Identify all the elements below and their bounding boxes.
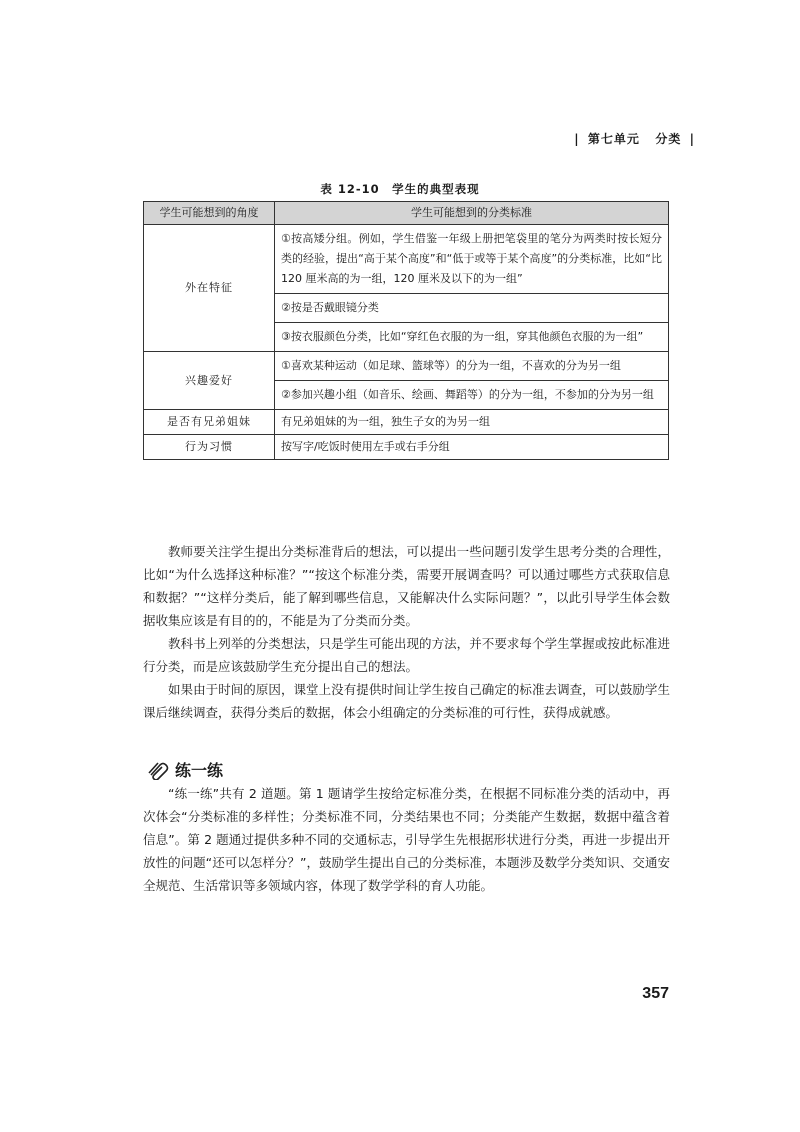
criteria-cell: 有兄弟姐妹的为一组，独生子女的为另一组 [275,410,669,435]
table-row [144,410,669,435]
table-row [144,225,669,294]
page-number: 357 [642,985,669,1002]
table-caption: 表 12-10 学生的典型表现 [320,182,480,196]
table-header-row [144,202,669,225]
body-paragraph: 教科书上列举的分类想法，只是学生可能出现的方法，并不要求每个学生掌握或按此标准进行分类，而是应该鼓励学生充分提出自己的想法。 [143,636,670,674]
column-header-criteria: 学生可能想到的分类标准 [275,202,669,225]
practice-title: 练一练 [175,761,224,780]
running-header [571,130,698,147]
column-header-angle: 学生可能想到的角度 [144,202,275,225]
practice-paragraph: “练一练”共有 2 道题。第 1 题请学生按给定标准分类，在根据不同标准分类的活动中，再次体会“分类标准的多样性；分类标准不同，分类结果也不同；分类能产生数据，数据中蕴含着信息”。第 2 题通过提供多种不同的交通标志，引导学生先根据形状进行分类，再进一步提出开放性的问题“还可以怎样分？”，鼓励学生提出自己的分类标准，本题涉及数学分类知识、交通安全规范、生活常识等多领域内容，体现了数学学科的育人功能。 [143,786,670,893]
body-paragraph: 如果由于时间的原因，课堂上没有提供时间让学生按自己确定的标准去调查，可以鼓励学生课后继续调查，获得分类后的数据，体会小组确定的分类标准的可行性，获得成就感。 [143,682,670,720]
student-performance-table [143,201,669,460]
angle-cell: 行为习惯 [144,435,275,460]
table-row [144,352,669,381]
criteria-cell: ③按衣服颜色分类，比如“穿红色衣服的为一组，穿其他颜色衣服的为一组” [275,323,669,352]
body-paragraph: 教师要关注学生提出分类标准背后的想法，可以提出一些问题引发学生思考分类的合理性，比如“为什么选择这种标准？”“按这个标准分类，需要开展调查吗？可以通过哪些方式获取信息和数据？”“这样分类后，能了解到哪些信息，又能解决什么实际问题？”，以此引导学生体会数据收集应该是有目的的，不能是为了分类而分类。 [143,544,670,628]
criteria-cell: ②按是否戴眼镜分类 [275,294,669,323]
criteria-cell: 按写字/吃饭时使用左手或右手分组 [275,435,669,460]
header-unit: 第七单元 [587,132,640,146]
paperclip-icon [147,760,171,780]
angle-cell: 兴趣爱好 [144,352,275,410]
criteria-cell: ②参加兴趣小组（如音乐、绘画、舞蹈等）的分为一组，不参加的分为另一组 [275,381,669,410]
header-divider: | [689,132,695,146]
angle-cell: 外在特征 [144,225,275,352]
header-divider: | [574,132,580,146]
criteria-cell: ①按高矮分组。例如，学生借鉴一年级上册把笔袋里的笔分为两类时按长短分类的经验，提出“高于某个高度”和“低于或等于某个高度”的分类标准，比如“比 120 厘米高的为一组，120 厘米及以下的为一组” [275,225,669,294]
angle-cell: 是否有兄弟姐妹 [144,410,275,435]
criteria-cell: ①喜欢某种运动（如足球、篮球等）的分为一组，不喜欢的分为另一组 [275,352,669,381]
practice-heading [147,758,223,781]
header-topic: 分类 [655,132,682,146]
table-row [144,435,669,460]
